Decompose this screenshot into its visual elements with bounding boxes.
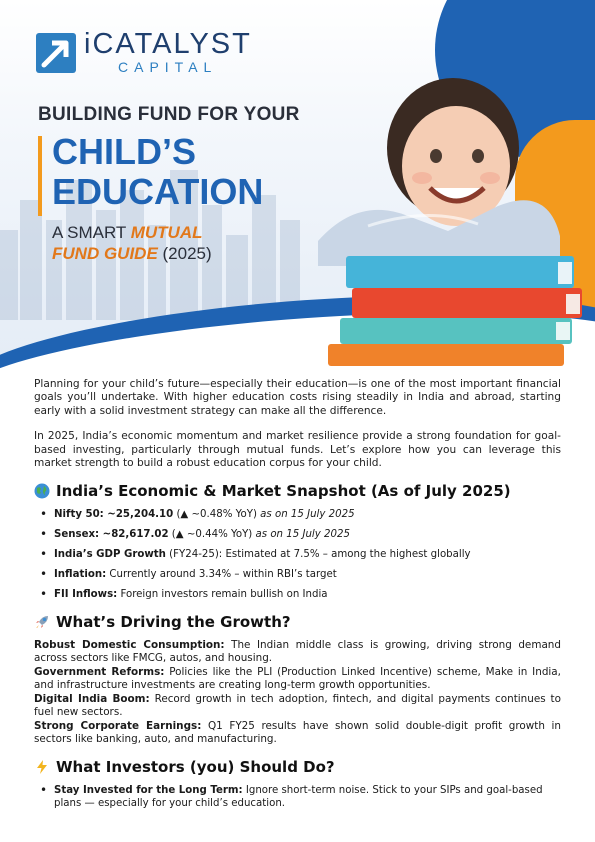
item-text: Q1 FY25 results have shown solid double-digit profit growth in sectors like banking, auto, and manufacturing. bbox=[34, 720, 561, 746]
growth-title: What’s Driving the Growth? bbox=[56, 613, 291, 632]
intro-paragraph-2: In 2025, India’s economic momentum and market resilience provide a strong foundation for goal-based investing, particularly through mutual funds. Let’s explore how you can leverage this market strength to build a robust education corpus for your child. bbox=[34, 430, 561, 470]
headline-line2: CHILD’S bbox=[52, 131, 196, 172]
item-label: FII Inflows: bbox=[54, 589, 118, 601]
lightning-icon bbox=[34, 759, 50, 775]
list-item bbox=[34, 528, 561, 541]
list-item bbox=[34, 639, 561, 665]
item-text: The Indian middle class is growing, driving strong demand across sectors like FMCG, autos, and housing. bbox=[34, 639, 561, 665]
item-label: Digital India Boom: bbox=[34, 693, 150, 706]
investors-list bbox=[34, 784, 561, 810]
brand-name: iCATALYST bbox=[84, 28, 252, 60]
item-label: Sensex: ~82,617.02 bbox=[54, 529, 169, 541]
item-label: India’s GDP Growth bbox=[54, 549, 166, 561]
list-item bbox=[34, 666, 561, 692]
item-label: Stay Invested for the Long Term: bbox=[54, 785, 243, 797]
brand-sub: CAPITAL bbox=[118, 59, 218, 75]
list-item bbox=[34, 508, 561, 521]
growth-heading bbox=[34, 613, 561, 631]
headline-line3: EDUCATION bbox=[52, 171, 264, 212]
item-label: Strong Corporate Earnings: bbox=[34, 720, 202, 733]
investors-title: What Investors (you) Should Do? bbox=[56, 758, 335, 777]
child-with-books-image bbox=[298, 56, 588, 368]
item-text: (▲ ~0.48% YoY) bbox=[173, 509, 261, 521]
snapshot-title: India’s Economic & Market Snapshot (As of July 2025) bbox=[56, 482, 511, 501]
hero-banner bbox=[0, 0, 595, 372]
intro-paragraph-1: Planning for your child’s future—especially their education—is one of the most important financial goals you’ll undertake. With higher education costs rising steadily in India and abroad, starting early with a solid investment strategy can make all the difference. bbox=[34, 378, 561, 417]
hero-headline bbox=[38, 104, 300, 264]
investors-heading bbox=[34, 758, 561, 776]
list-item bbox=[34, 568, 561, 581]
item-text: (▲ ~0.44% YoY) bbox=[168, 529, 256, 541]
list-item bbox=[34, 693, 561, 719]
item-date: as on 15 July 2025 bbox=[260, 509, 355, 521]
item-text: Ignore short-term noise. Stick to your SIPs and goal-based plans — especially for your child’s education. bbox=[54, 785, 543, 810]
item-label: Inflation: bbox=[54, 569, 107, 581]
list-item bbox=[34, 548, 561, 561]
list-item bbox=[34, 720, 561, 746]
subtitle-prefix: A SMART bbox=[52, 223, 131, 242]
subtitle-accent-guide: FUND GUIDE bbox=[52, 244, 158, 263]
article-body bbox=[34, 378, 561, 822]
item-text: Foreign investors remain bullish on India bbox=[117, 589, 328, 601]
list-item bbox=[34, 588, 561, 601]
rocket-icon bbox=[34, 614, 50, 630]
snapshot-heading bbox=[34, 482, 561, 500]
globe-icon bbox=[34, 483, 50, 499]
brand-logo bbox=[36, 30, 252, 76]
headline-line1: BUILDING FUND FOR YOUR bbox=[38, 104, 300, 125]
headline-subtitle bbox=[52, 222, 300, 264]
item-date: as on 15 July 2025 bbox=[255, 529, 350, 541]
logo-arrow-icon bbox=[36, 33, 76, 73]
subtitle-accent-mutual: MUTUAL bbox=[130, 223, 203, 242]
growth-list bbox=[34, 639, 561, 746]
snapshot-list bbox=[34, 508, 561, 601]
item-text: (FY24-25): Estimated at 7.5% – among the highest globally bbox=[165, 549, 471, 561]
item-text: Record growth in tech adoption, fintech, and digital payments continues to fuel new sectors. bbox=[34, 693, 561, 719]
item-text: Policies like the PLI (Production Linked Incentive) scheme, Make in India, and infrastructure investments are creating long-term growth opportunities. bbox=[34, 666, 561, 692]
item-label: Nifty 50: ~25,204.10 bbox=[54, 509, 174, 521]
item-label: Government Reforms: bbox=[34, 666, 165, 679]
subtitle-suffix: (2025) bbox=[157, 244, 212, 263]
headline-accent-bar bbox=[38, 136, 42, 216]
list-item bbox=[34, 784, 561, 810]
item-label: Robust Domestic Consumption: bbox=[34, 639, 225, 652]
item-text: Currently around 3.34% – within RBI’s target bbox=[106, 569, 337, 581]
